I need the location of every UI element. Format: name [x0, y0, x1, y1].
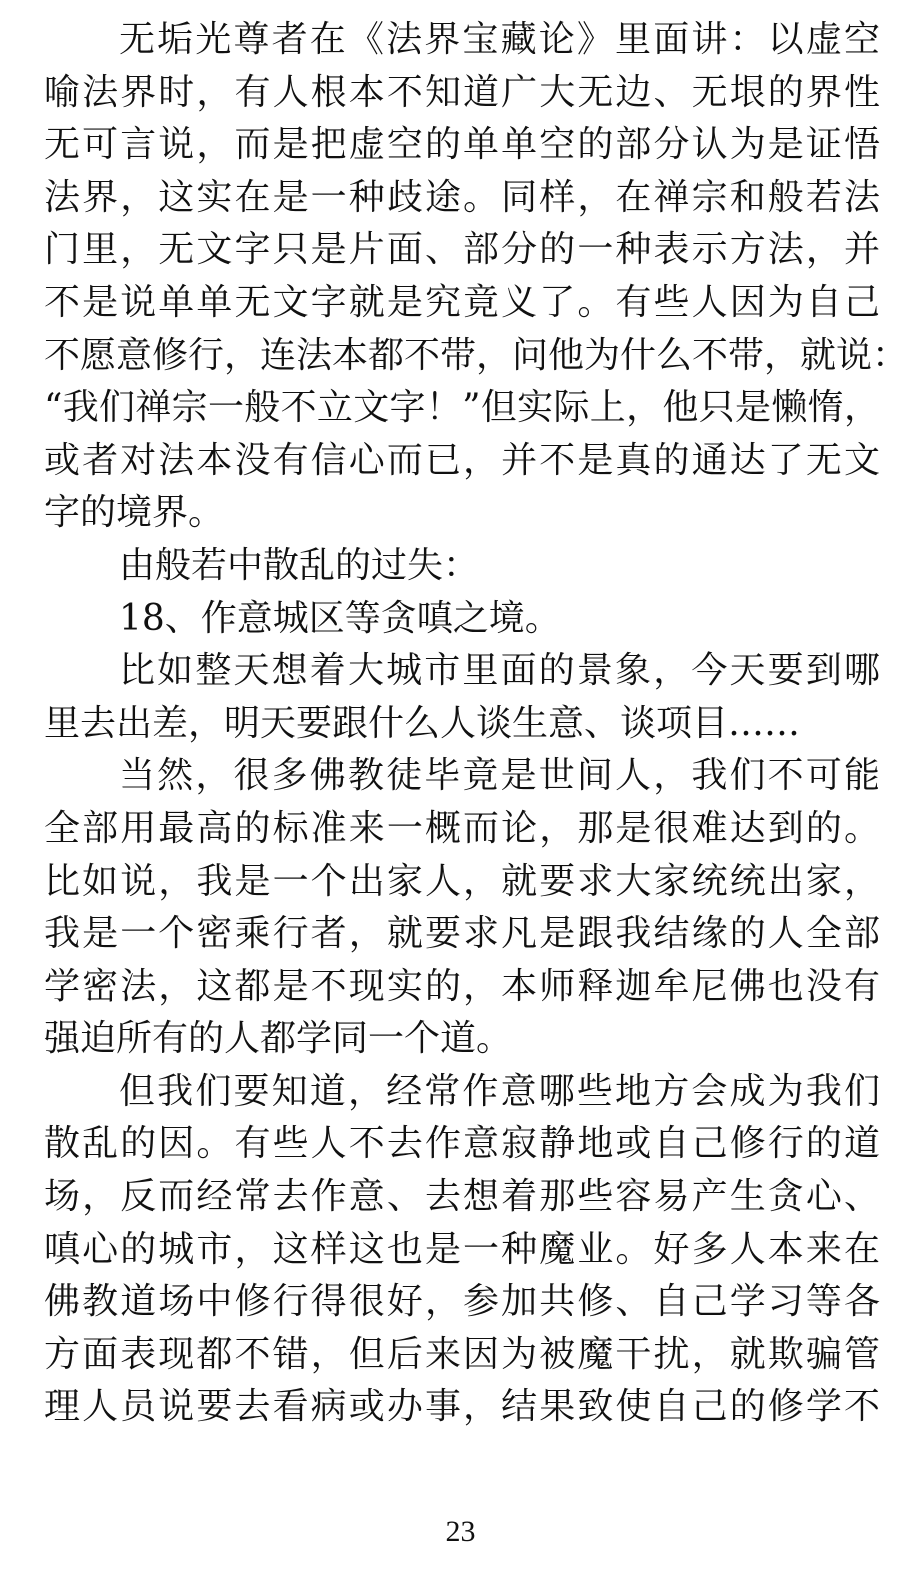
text-line: 无垢光尊者在《法界宝藏论》里面讲：以虚空 [119, 19, 880, 60]
text-line: 我是一个密乘行者，就要求凡是跟我结缘的人全部 [44, 913, 880, 955]
text-line: 方面表现都不错，但后来因为被魔干扰，就欺骗管 [44, 1333, 880, 1375]
text-line: 里去出差，明天要跟什么人谈生意、谈项目…… [44, 702, 801, 744]
text-line: 门里，无文字只是片面、部分的一种表示方法，并 [44, 229, 880, 271]
text-line: 比如说，我是一个出家人，就要求大家统统出家， [44, 860, 880, 902]
text-line: 当然，很多佛教徒毕竟是世间人，我们不可能 [119, 755, 880, 797]
text-line: 比如整天想着大城市里面的景象，今天要到哪 [119, 650, 880, 692]
text-line: 全部用最高的标准来一概而论，那是很难达到的。 [44, 807, 880, 849]
text-line: 强迫所有的人都学同一个道。 [44, 1018, 513, 1060]
text-line: 无可言说，而是把虚空的单单空的部分认为是证悟 [44, 124, 880, 166]
text-line: 由般若中散乱的过失： [119, 544, 480, 586]
text-line: 场，反而经常去作意、去想着那些容易产生贪心、 [44, 1176, 880, 1218]
text-line: 散乱的因。有些人不去作意寂静地或自己修行的道 [44, 1123, 880, 1165]
text-line: 18、作意城区等贪嗔之境。 [119, 597, 561, 639]
text-line: 学密法，这都是不现实的，本师释迦牟尼佛也没有 [44, 965, 880, 1007]
text-line: 字的境界。 [44, 492, 225, 534]
text-line: 喻法界时，有人根本不知道广大无边、无垠的界性 [44, 71, 880, 113]
page-number: 23 [445, 1515, 476, 1548]
text-line: 不愿意修行，连法本都不带，问他为什么不带，就说： [44, 334, 909, 376]
text-line: 法界，这实在是一种歧途。同样，在禅宗和般若法 [44, 176, 880, 218]
text-line: 或者对法本没有信心而已，并不是真的通达了无文 [44, 439, 880, 481]
text-line: 嗔心的城市，这样这也是一种魔业。好多人本来在 [44, 1228, 880, 1270]
text-line: “我们禅宗一般不立文字！”但实际上，他只是懒惰， [44, 387, 880, 429]
body-text [44, 14, 909, 1434]
text-line: 佛教道场中修行得很好，参加共修、自己学习等各 [44, 1281, 880, 1323]
text-line: 但我们要知道，经常作意哪些地方会成为我们 [119, 1070, 880, 1112]
text-line: 理人员说要去看病或办事，结果致使自己的修学不 [44, 1386, 880, 1428]
text-line: 不是说单单无文字就是究竟义了。有些人因为自己 [44, 281, 880, 323]
